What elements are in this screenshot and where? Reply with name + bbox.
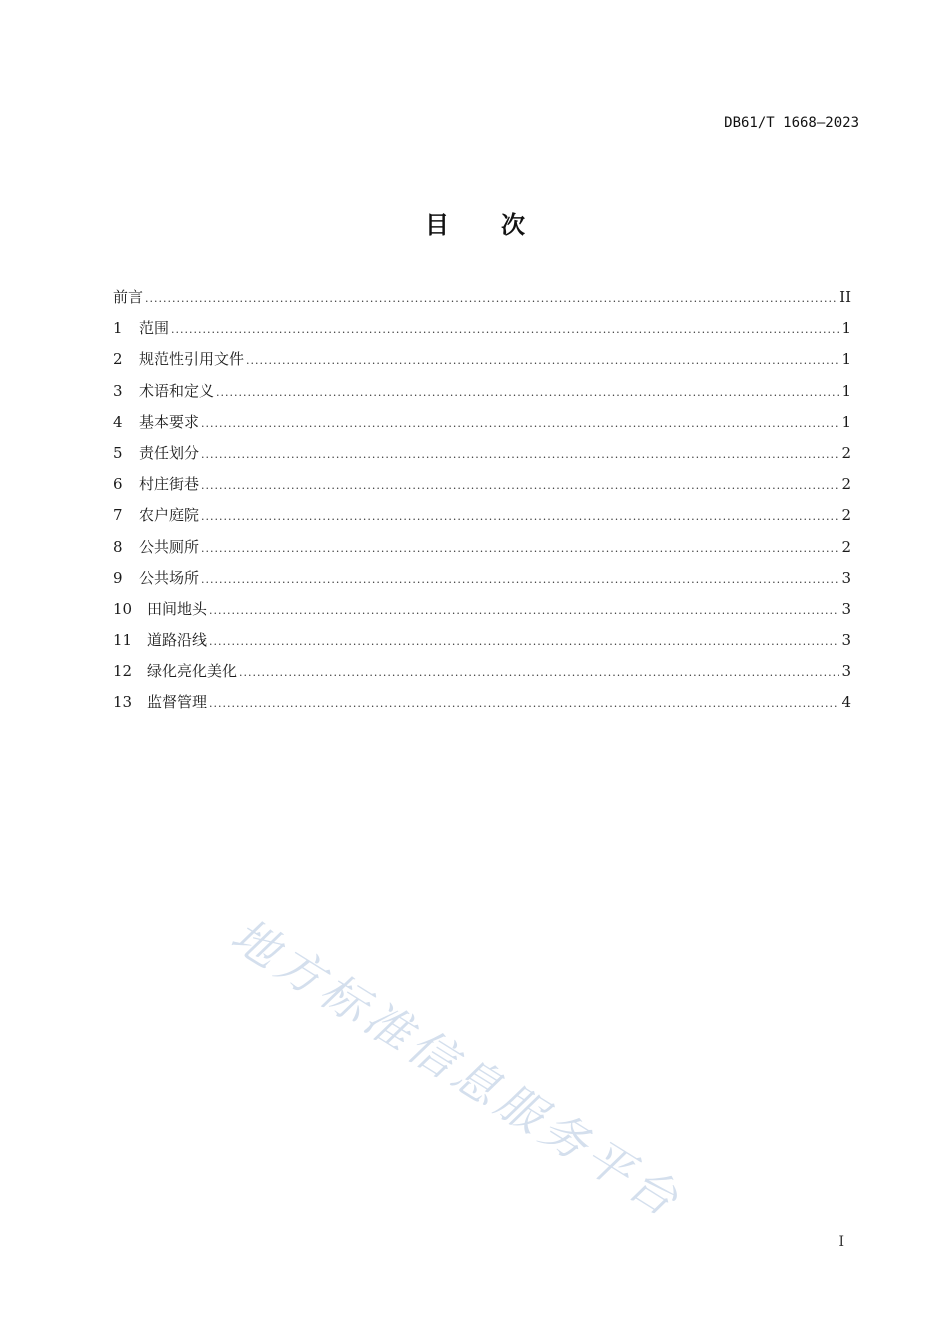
toc-entry-number: 11 xyxy=(113,631,133,650)
toc-entry-label: 监督管理 xyxy=(147,693,208,712)
toc-entry[interactable] xyxy=(113,378,851,409)
toc-entry-number: 9 xyxy=(113,568,123,587)
toc-entry-number: 1 xyxy=(113,319,123,338)
toc-entry-page: 4 xyxy=(841,693,851,712)
toc-entry-label: 公共厕所 xyxy=(139,537,200,556)
dot-leader xyxy=(209,598,839,624)
dot-leader xyxy=(216,380,839,406)
toc-entry-number: 4 xyxy=(113,412,123,431)
toc-entry-label: 责任划分 xyxy=(139,443,200,462)
toc-entry-page: 2 xyxy=(841,443,851,462)
toc-entry-label: 绿化亮化美化 xyxy=(147,662,238,681)
toc-entry-page: 2 xyxy=(841,537,851,556)
toc-entry-number: 2 xyxy=(113,350,123,369)
toc-entry-label: 田间地头 xyxy=(147,599,208,618)
toc-entry-page: 2 xyxy=(841,475,851,494)
toc-entry-label: 公共场所 xyxy=(139,568,200,587)
toc-entry[interactable] xyxy=(113,534,851,565)
toc-entry-label: 规范性引用文件 xyxy=(139,350,245,369)
toc-entry-page: 1 xyxy=(841,412,851,431)
toc-entry-number: 13 xyxy=(113,693,133,712)
toc-entry-page: 1 xyxy=(841,350,851,369)
toc-entry-label: 村庄街巷 xyxy=(139,475,200,494)
toc-entry-number: 5 xyxy=(113,443,123,462)
toc-entry[interactable] xyxy=(113,502,851,533)
dot-leader xyxy=(201,411,839,437)
toc-entry[interactable] xyxy=(113,627,851,658)
dot-leader xyxy=(201,567,839,593)
toc-entry[interactable] xyxy=(113,440,851,471)
toc-entry-page: 2 xyxy=(841,506,851,525)
toc-entry-number: 7 xyxy=(113,506,123,525)
toc-entry-label: 前言 xyxy=(113,288,144,306)
document-code: DB61/T 1668—2023 xyxy=(724,115,859,131)
page-title xyxy=(0,205,950,240)
toc-entry-preface[interactable] xyxy=(113,284,851,315)
toc-entry-page: 3 xyxy=(841,662,851,681)
dot-leader xyxy=(209,629,839,655)
toc-entry-number: 8 xyxy=(113,537,123,556)
toc-entry-label: 农户庭院 xyxy=(139,506,200,525)
toc-entry-page: 1 xyxy=(841,381,851,400)
toc-entry-page: 3 xyxy=(841,631,851,650)
toc-entry-label: 基本要求 xyxy=(139,412,200,431)
toc-entry-number: 3 xyxy=(113,381,123,400)
toc-entry[interactable] xyxy=(113,471,851,502)
toc-entry-label: 范围 xyxy=(139,319,170,338)
toc-entry-page: 3 xyxy=(841,568,851,587)
toc-entry-label: 术语和定义 xyxy=(139,381,215,400)
footer-page-number: I xyxy=(838,1234,844,1250)
toc-entry[interactable] xyxy=(113,315,851,346)
toc-entry-page: 3 xyxy=(841,599,851,618)
dot-leader xyxy=(246,348,839,374)
dot-leader xyxy=(201,473,839,499)
toc-entry-page: 1 xyxy=(841,319,851,338)
dot-leader xyxy=(201,442,839,468)
toc-entry[interactable] xyxy=(113,658,851,689)
dot-leader xyxy=(145,286,837,312)
dot-leader xyxy=(239,660,839,686)
dot-leader xyxy=(171,317,839,343)
dot-leader xyxy=(209,691,839,717)
page-title-left: 目 xyxy=(425,211,449,239)
toc-entry[interactable] xyxy=(113,409,851,440)
toc-entry-page: II xyxy=(839,288,851,306)
toc-entry[interactable] xyxy=(113,596,851,627)
dot-leader xyxy=(201,504,839,530)
toc-entry-number: 10 xyxy=(113,599,133,618)
toc-entry[interactable] xyxy=(113,565,851,596)
toc-entry-number: 6 xyxy=(113,475,123,494)
toc-entry[interactable] xyxy=(113,689,851,720)
toc-entry-number: 12 xyxy=(113,662,133,681)
dot-leader xyxy=(201,536,839,562)
toc-entry[interactable] xyxy=(113,346,851,377)
watermark: 地方标准信息服务平台 xyxy=(222,907,692,1229)
table-of-contents xyxy=(113,284,851,721)
page-title-right: 次 xyxy=(501,211,525,239)
toc-entry-label: 道路沿线 xyxy=(147,631,208,650)
